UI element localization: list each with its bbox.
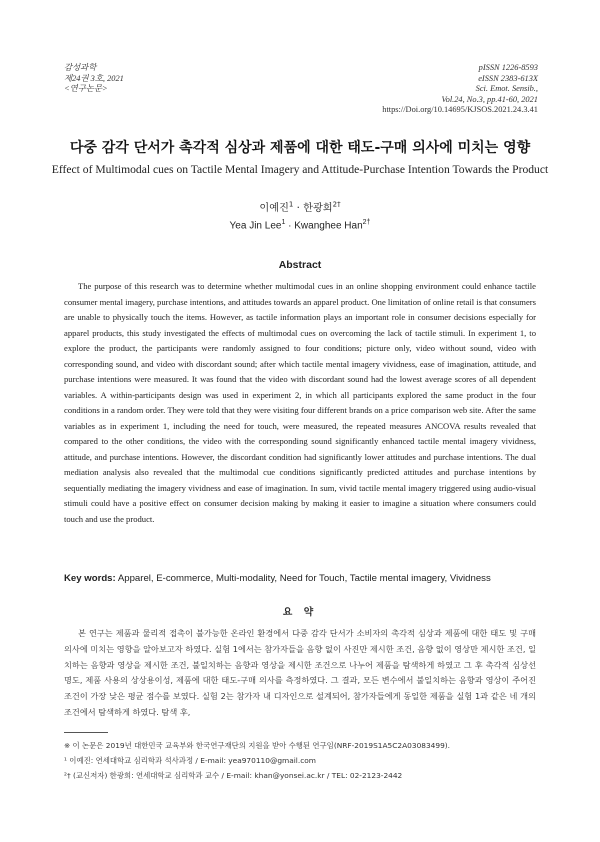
volume-pages: Vol.24, No.3, pp.41-60, 2021 bbox=[441, 94, 538, 104]
eissn: eISSN 2383-613X bbox=[478, 73, 538, 83]
journal-volume: 제24권 3호, 2021 bbox=[64, 73, 124, 83]
article-type: <연구논문> bbox=[64, 84, 108, 94]
keywords-label: Key words: bbox=[64, 573, 116, 584]
author-2-mark-en: 2† bbox=[362, 219, 371, 226]
author-1-mark-en: 1 bbox=[281, 219, 286, 226]
abstract-heading: Abstract bbox=[278, 259, 322, 271]
footnote-divider bbox=[64, 732, 108, 733]
footnote-funding: ※ 이 논문은 2019년 대한민국 교육부와 한국연구재단의 지원을 받아 수행된 연구임(NRF-2019S1A5C2A03083499). bbox=[64, 741, 451, 750]
author-1-name: 이예진 bbox=[259, 203, 289, 214]
journal-abbrev: Sci. Emot. Sensib., bbox=[475, 84, 538, 94]
footnotes bbox=[64, 738, 544, 783]
journal-header-left bbox=[64, 63, 124, 95]
title-english: Effect of Multimodal cues on Tactile Mental Imagery and Attitude-Purchase Intention Towards the Product bbox=[51, 163, 549, 176]
footnote-author-1: ¹ 이예진: 연세대학교 심리학과 석사과정 / E-mail: yea970110@gmail.com bbox=[64, 756, 316, 765]
author-1-mark: 1 bbox=[288, 200, 294, 209]
authors-korean bbox=[0, 199, 600, 214]
summary-body: 본 연구는 제품과 물리적 접촉이 불가능한 온라인 환경에서 다중 감각 단서가 소비자의 촉각적 심상과 제품에 대한 태도 및 구매 의사에 미치는 영향을 알아보고자 하였다. 실험 1에서는 참가자들을 음향 없이 사진만 제시한 조건, 음향 없이 영상만 제시한 조건, 일치하는 음향과 영상을 제시한 조건, 불일치하는 음향과 영상을 제시한 조건으로 나누어 제품을 탐색하게 하였고 그 후 촉각적 심상선명도, 제품 사용의 상상용이성, 제품에 대한 태도-구매 의사를 측정하였다. 그 결과, 모든 변수에서 불일치하는 음향과 영상이 주어진 조건이 가장 낮은 평균 점수를 보였다. 실험 2는 참가자 내 디자인으로 설계되어, 참가자들에게 동일한 제품을 실험 1과 같은 네 개의 조건에서 탐색하게 하였다. 탐색 후, bbox=[64, 628, 536, 717]
abstract-body: The purpose of this research was to determine whether multimodal cues in an online shopping environment could enhance tactile consumer mental imagery, purchase intentions, and attitudes towards an apparel product. One limitation of online retail is that consumers are unable to physically touch the items. However, as tactile information plays an important role in consumer decisions especially for apparel products, this study investigated the effects of multimodal cues on overcoming the lack of tactile stimuli. In experiment 1, to explore the product, the participants were randomly assigned to four conditions; picture only, video without sound, video with corresponding sound, and video with discordant sound; after which tactile mental imagery vividness, ease of imagination, attitude, and purchase intentions were measured. It was found that the video with discordant sound had the lowest average scores of all dependent variables. A within-participants design was used in experiment 2, in which all participants explored the same product in the four conditions in a random order. They were told that they were visiting four different brands on a price comparison web site. After the same variables as in experiment 1, including the need for touch, were measured, the repeated measures ANCOVA results revealed that compared to the other conditions, the video with the corresponding sound significantly enhanced tactile mental imagery vividness, attitude, and purchase intentions. However, the discordant condition had significantly lower attitudes and purchase intentions. The dual mediation analysis also revealed that the multimodal cue conditions significantly predicted attitudes and purchase intentions by sequentially mediating the imagery vividness and ease of imagination. In sum, vivid tactile mental imagery triggered using audio-visual stimuli could have a positive effect on consumer decision making by making it easier to imagine a situation where consumers could touch and use the product. bbox=[64, 281, 536, 524]
author-separator: · bbox=[293, 203, 304, 214]
title-korean: 다중 감각 단서가 촉각적 심상과 제품에 대한 태도-구매 의사에 미치는 영향 bbox=[69, 140, 531, 156]
pissn: pISSN 1226-8593 bbox=[478, 63, 538, 72]
keywords-list: Apparel, E-commerce, Multi-modality, Need for Touch, Tactile mental imagery, Vividness bbox=[117, 573, 491, 584]
author-separator-en: · bbox=[285, 220, 295, 232]
footnote-author-2: ²† (교신저자) 한광희: 연세대학교 심리학과 교수 / E-mail: khan@yonsei.ac.kr / TEL: 02-2123-2442 bbox=[64, 771, 403, 780]
author-2-name: 한광희 bbox=[303, 203, 333, 214]
authors-english bbox=[0, 219, 600, 231]
journal-header-right bbox=[382, 63, 538, 116]
author-2-name-en: Kwanghee Han bbox=[294, 220, 363, 232]
author-2-mark: 2† bbox=[332, 200, 341, 209]
journal-name: 감성과학 bbox=[64, 63, 97, 72]
summary-heading: 요 약 bbox=[282, 607, 318, 618]
author-1-name-en: Yea Jin Lee bbox=[229, 220, 282, 232]
doi-link[interactable]: https://Doi.org/10.14695/KJSOS.2021.24.3.41 bbox=[382, 105, 538, 115]
keywords bbox=[64, 573, 544, 584]
